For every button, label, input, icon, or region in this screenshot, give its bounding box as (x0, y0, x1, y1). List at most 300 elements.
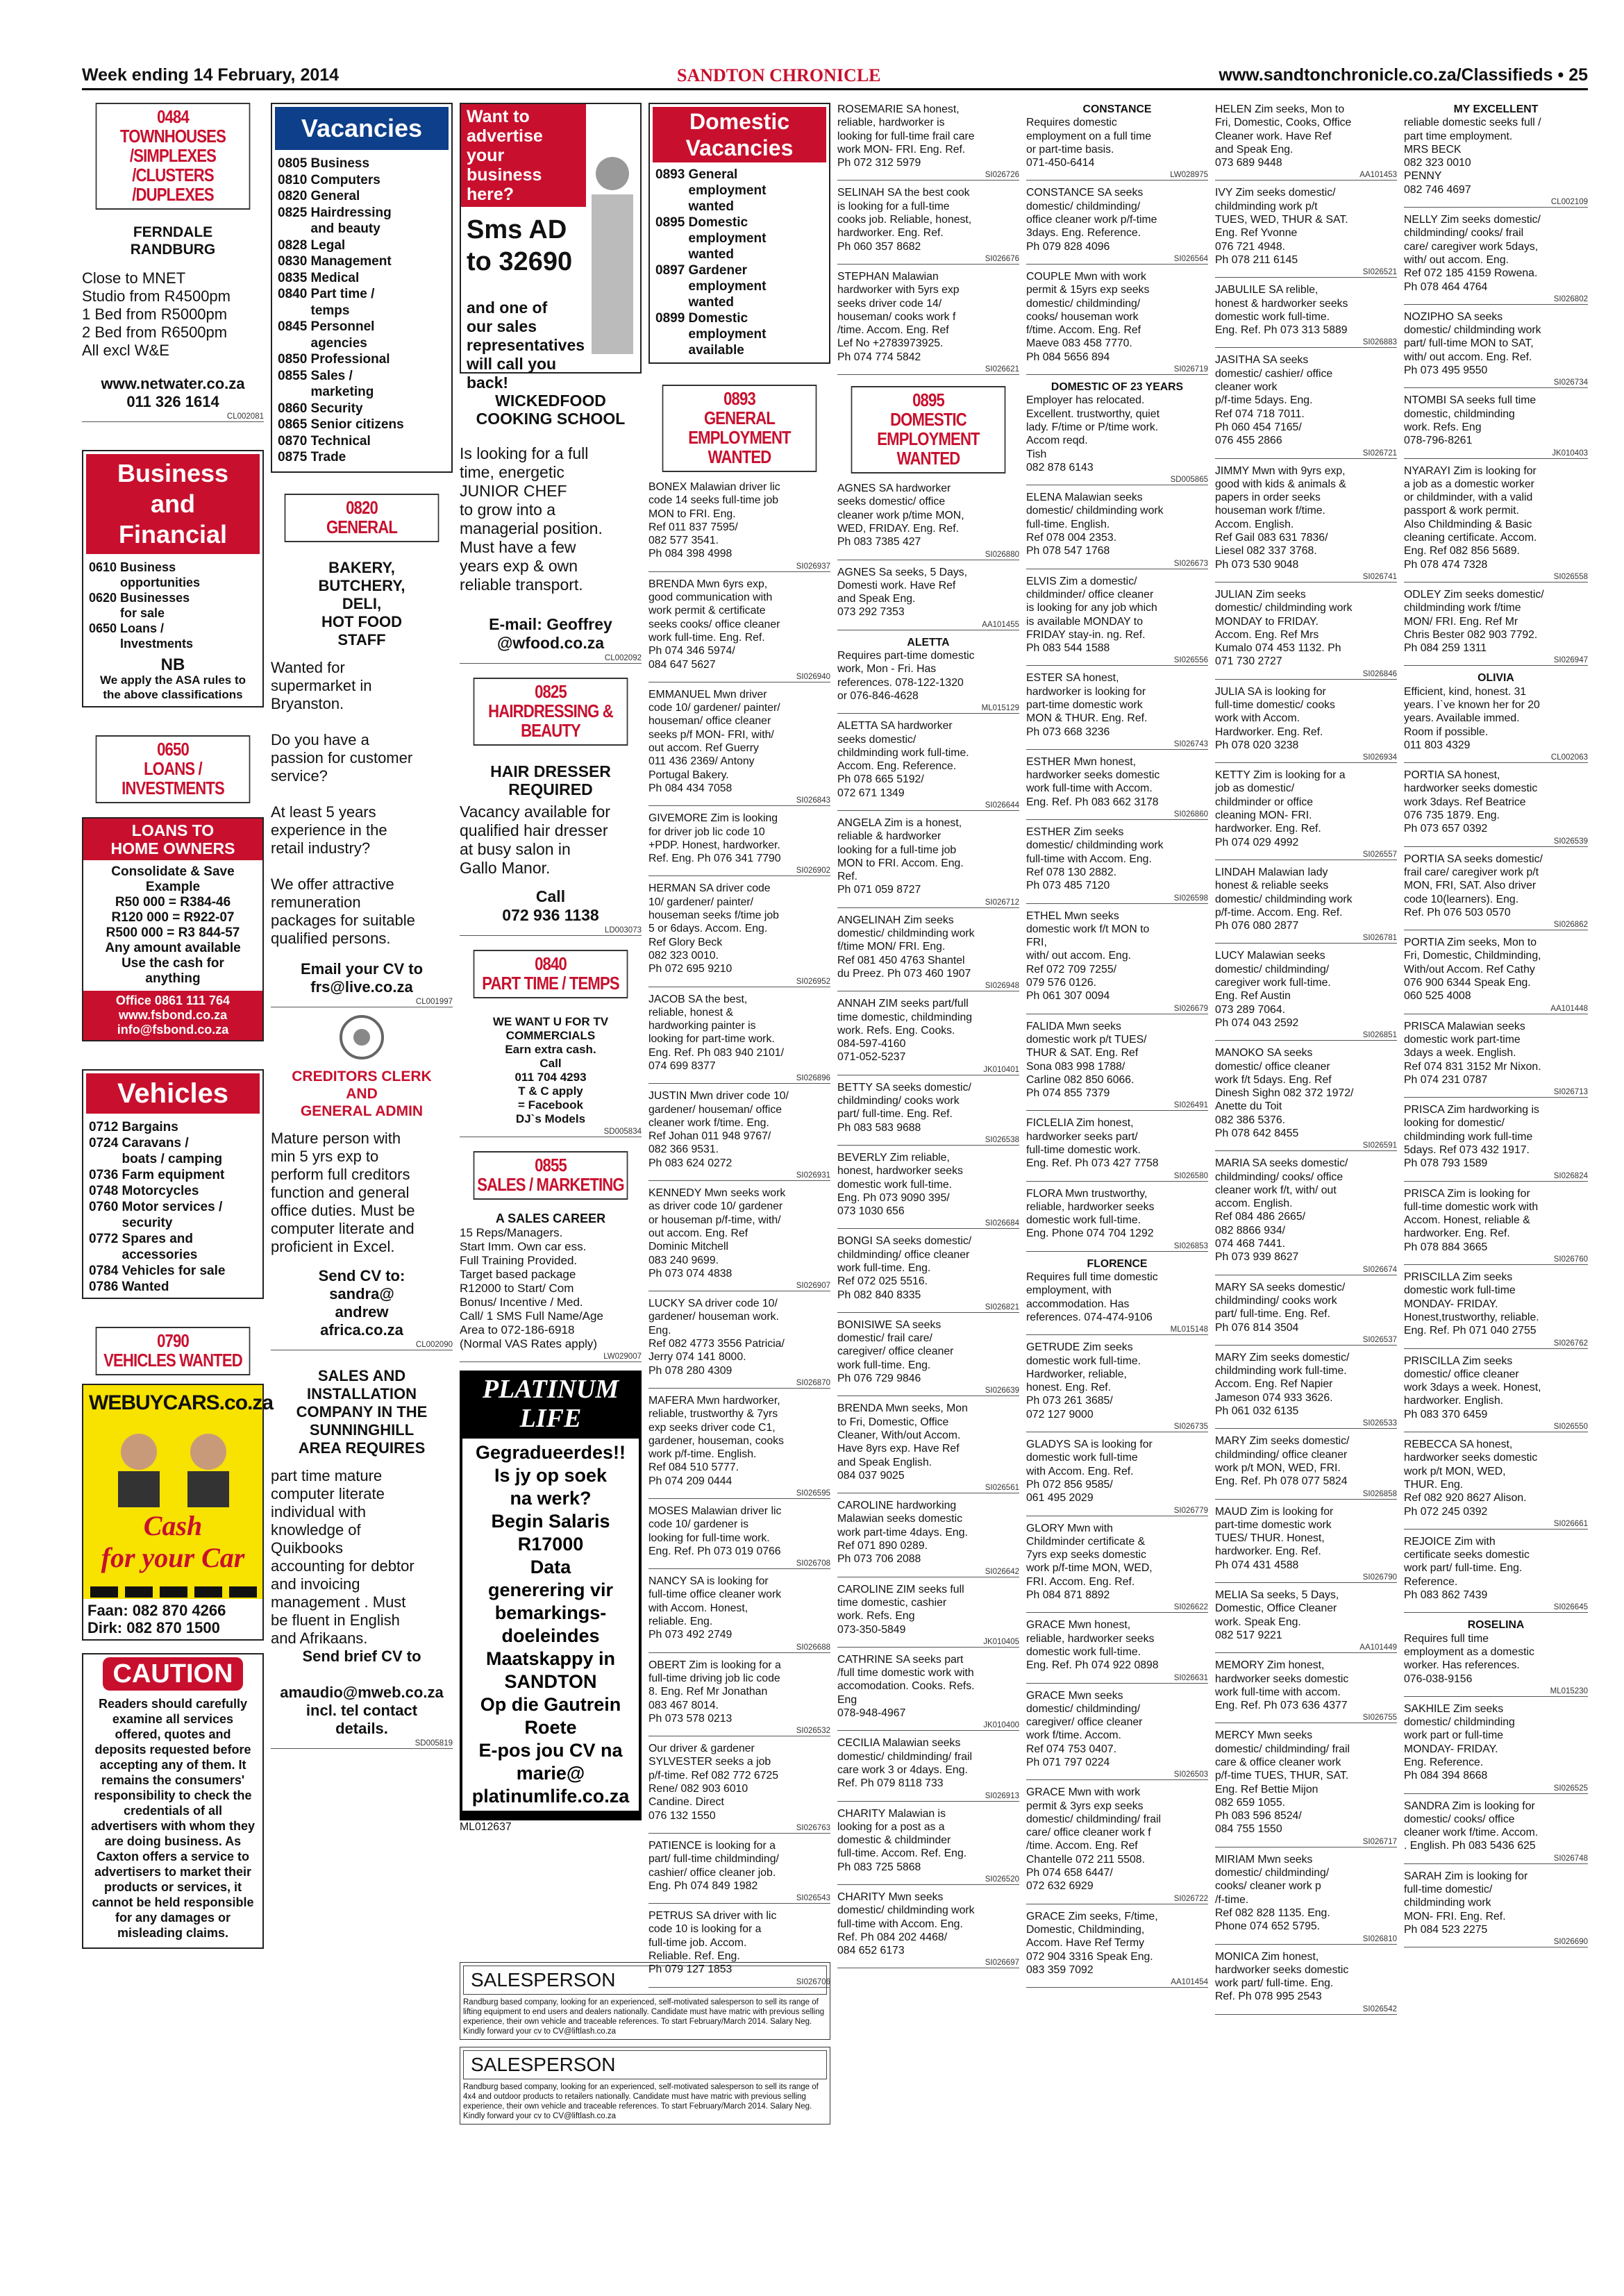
classified-ad (1026, 755, 1208, 820)
classified-ad (1026, 1116, 1208, 1181)
ad-ref: SI026688 (648, 1643, 830, 1653)
ad-text: GIVEMORE Zim is looking for driver job lic code 10 +PDP. Honest, hardworker. Ref. Eng. Ph 076 341 7790 (648, 812, 781, 865)
ad-text: CECILIA Malawian seeks domestic/ childminding/ frail care work 3 or 4days. Eng. Ref. Ph 079 8118 733 (837, 1737, 973, 1790)
classified-ad (837, 1234, 1019, 1312)
salesperson-title: SALESPERSON (463, 2050, 827, 2079)
column-1 (82, 103, 274, 2269)
ad-ref: AA101454 (1026, 1978, 1208, 1988)
ad-text: PRISCA Zim is looking for full-time domestic work with Accom. Honest, reliable & hardworker. Eng. Ref. Ph 078 884 3665 (1404, 1187, 1539, 1253)
classified-ad (1026, 1786, 1208, 1904)
ad-ref: SI026621 (837, 365, 1019, 375)
category-loans: 0650 LOANS / INVESTMENTS (96, 735, 251, 803)
ad-ref: AA101453 (1215, 171, 1397, 181)
ad-text: CHARITY Malawian is looking for a post as a domestic & childminder full-time. Accom. Ref. Eng. Ph 083 725 5868 (837, 1807, 967, 1873)
classified-ad (1404, 1438, 1588, 1530)
ad-ref: SI026870 (648, 1379, 830, 1389)
ad-ref: SI026679 (1026, 1005, 1208, 1014)
classified-ad (648, 1909, 830, 1987)
ad-ref: SI026947 (1404, 656, 1588, 666)
ad-heading: ROSELINA (1467, 1619, 1525, 1632)
ad-text: ESTHER Zim seeks domestic/ childminding work full-time with Accom. Eng. Ref 078 130 2882. Ph 073 485 7120 (1026, 826, 1164, 892)
classified-ad (837, 482, 1019, 560)
vehicles-list: 0712 Bargains 0724 Caravans / boats / camping 0736 Farm equipment 0748 Motorcycles 0760 Motor services / security 0772 Spares and accessories 0784 Vehicles for sale 0786 Wanted (89, 1120, 226, 1295)
ad-text: PRISCILLA Zim seeks domestic/ office cleaner work 3days a week. Honest, hardworker. English. Ph 083 370 6459 (1404, 1355, 1541, 1421)
ad-ref: SI026564 (1026, 255, 1208, 265)
ad-ref: SI026719 (1026, 365, 1208, 375)
classifieds-page (82, 103, 1588, 2269)
ad-heading: SALES AND INSTALLATION COMPANY IN THE SUNNINGHILL AREA REQUIRES (296, 1366, 428, 1457)
classified-ad (1026, 1257, 1208, 1335)
ad-text: JULIA SA is looking for full-time domestic/ cooks work with Accom. Hardworker. Eng. Ref. Ph 078 020 3238 (1215, 685, 1335, 751)
ad-text: FICLELIA Zim honest, hardworker seeks part/ full-time domestic work. Eng. Ref. Ph 073 427 7758 (1026, 1117, 1159, 1170)
ad-ref: ML015230 (1404, 1687, 1588, 1697)
ad-text: NYARAYI Zim is looking for a job as a domestic worker or childminder, with a valid passport & work permit. Also Childminding & Basic cleaning certificate. Accom. Eng. Ref 082 856 5689. Ph 078 474 7328 (1404, 464, 1537, 571)
classified-ad (1026, 1689, 1208, 1781)
ad-text: ELENA Malawian seeks domestic/ childminding work full-time. English. Ref 078 004 2353. Ph 078 547 1768 (1026, 492, 1164, 558)
ad-text: GRACE Mwn with work permit & 3yrs exp seeks domestic/ childminding/ frail care/ office cleaner work f /time. Accom. Eng. Ref Chantelle 072 211 5508. Ph 074 658 6447/ 072 632 6929 (1026, 1786, 1162, 1893)
ad-heading: BAKERY, BUTCHERY, DELI, HOT FOOD STAFF (318, 558, 405, 648)
category-general-employment-wanted: 0893 GENERAL EMPLOYMENT WANTED (662, 385, 817, 472)
ad-text: PRISCA Malawian seeks domestic work part-time 3days a week. English. Ref 074 831 3152 Mr Nixon. Ph 074 231 0787 (1404, 1020, 1541, 1086)
classified-ad (1404, 464, 1588, 583)
classified-ad (837, 997, 1019, 1075)
classified-ad (1026, 1020, 1208, 1112)
salesperson-ad-2 (460, 2047, 830, 2125)
ad-text: SARAH Zim is looking for full-time domestic/ childminding work MON- FRI. Eng. Ref. Ph 084 523 2275 (1404, 1870, 1528, 1936)
ad-text: Our driver & gardener SYLVESTER seeks a job p/f-time. Ref 082 772 6725 Rene/ 082 903 6010 Candine. Direct 076 132 1550 (648, 1743, 779, 1822)
classified-ad (837, 1318, 1019, 1396)
salesperson-body: Randburg based company, looking for an experienced, self-motivated salesperson to sell its range of lifting equipment to end users and dealers nationally. Candidate must have matric with previous selling experience, their own vehicle and traceable references. To start February/March 2014. Salary Neg. Kindly forward your cv to CV@liftlash.co.za (463, 1998, 825, 2036)
ad-ref: SI026907 (648, 1282, 830, 1291)
ad-text: MELIA Sa seeks, 5 Days, Domestic, Office Cleaner work. Speak Eng. 082 517 9221 (1215, 1589, 1339, 1641)
webuycars-ad (82, 1384, 274, 1641)
classified-ad (837, 914, 1019, 991)
ad-ref: SI026674 (1215, 1266, 1397, 1275)
classified-ad (648, 1505, 830, 1569)
salesperson-body: Randburg based company, looking for an experienced, self-motivated salesperson to sell its range of 4x4 and outdoor products to retailers nationally. Candidate must have matric with previous selling experience, their own vehicle and traceable references. To start February/March 2014. Salary Neg. Kindly forward your cv to CV@liftlash.co.za (463, 2083, 819, 2120)
ad-text: MARY Zim seeks domestic/ childminding work full-time. Accom. Eng. Ref Napier Jameson 074 933 3626. Ph 061 032 6135 (1215, 1351, 1350, 1418)
ad-ref: SI026598 (1026, 894, 1208, 904)
classified-ad (1404, 1020, 1588, 1098)
ad-text: reliable domestic seeks full / part time employment. MRS BECK 082 323 0010 PENNY 082 746 4697 (1404, 117, 1541, 196)
ad-text: MAFERA Mwn hardworker, reliable, trustworthy & 7yrs exp seeks driver code C1, gardener, houseman, cooks work p/f-time. English. Ref 084 510 5777. Ph 074 209 0444 (648, 1394, 784, 1487)
ad-ref: SI026880 (837, 551, 1019, 560)
ad-ref: SD005834 (460, 1128, 642, 1137)
classified-ad (1404, 671, 1588, 763)
vehicles-box (82, 1069, 264, 1299)
column-7 (1215, 103, 1397, 2269)
classified-ad (1026, 380, 1208, 485)
classified-ad (1215, 866, 1397, 944)
ad-ref: CL001997 (271, 998, 453, 1007)
classified-ad (648, 578, 830, 682)
person-illustration (578, 146, 640, 354)
ad-text: ODLEY Zim seeks domestic/ childminding work f/time MON/ FRI. Eng. Ref Mr Chris Bester 082 903 7792. Ph 084 259 1311 (1404, 588, 1544, 655)
classified-ad (1026, 186, 1208, 264)
ad-heading: DOMESTIC OF 23 YEARS (1050, 381, 1184, 394)
classified-ad (837, 1583, 1019, 1648)
classified-ad (837, 1807, 1019, 1885)
ad-ref: SI026690 (1404, 1938, 1588, 1947)
ad-text: Efficient, kind, honest. 31 years. I`ve known her for 20 years. Available immed. Room if possible. 011 803 4329 (1404, 685, 1540, 751)
classified-ad (1215, 588, 1397, 680)
nb-text: We apply the ASA rules to the above classifications (99, 673, 246, 702)
ad-contact: Call 072 936 1138 (502, 887, 599, 924)
ad-ref: SI026676 (837, 255, 1019, 265)
ad-text: GLADYS SA is looking for domestic work full-time with Accom. Eng. Ref. Ph 072 856 9585/ 061 495 2029 (1026, 1439, 1153, 1505)
classified-ad (1215, 1281, 1397, 1346)
ad-ref: SI026595 (648, 1489, 830, 1499)
ad-text: BRENDA Mwn 6yrs exp, good communication with work permit & certificate seeks cooks/ office cleaner work full-time. Eng. Ref. Ph 074 346 5974/ 084 647 5627 (648, 578, 780, 671)
col4-ads (648, 480, 830, 1988)
ad-ref: SI026673 (1026, 560, 1208, 569)
classified-ad (1215, 1659, 1397, 1723)
ad-text: GRACE Mwn seeks domestic/ childminding/ caregiver/ office cleaner work f/time. Accom. Ref 074 753 0407. Ph 071 797 0224 (1026, 1689, 1143, 1768)
ad-text: PORTIA Zim seeks, Mon to Fri, Domestic, Childminding, With/out Accom. Ref Cathy 076 900 6344 Speak Eng. 060 525 4008 (1404, 937, 1541, 1003)
ad-text: LUCY Malawian seeks domestic/ childminding/ caregiver work full-time. Eng. Ref Austin 073 289 7064. Ph 074 043 2592 (1215, 950, 1331, 1029)
ad-ref: SI026521 (1215, 268, 1397, 278)
vehicles-title: Vehicles (86, 1073, 260, 1114)
ad-heading: WE WANT U FOR TV COMMERCIALS (492, 1015, 609, 1042)
classified-ad (837, 816, 1019, 908)
classified-ad (648, 1659, 830, 1736)
ad-text: MAUD Zim is looking for part-time domestic work TUES/ THUR. Honest, hardworker. Eng. Ref. Ph 074 431 4588 (1215, 1505, 1334, 1571)
classified-ad (1215, 1589, 1397, 1653)
classified-ad (837, 1499, 1019, 1577)
ad-heading: WICKEDFOOD COOKING SCHOOL (476, 392, 626, 428)
ad-ref: SI026843 (648, 796, 830, 806)
sms-ad-main: Sms AD to 32690 (467, 215, 573, 276)
ad-ref: SI026644 (837, 801, 1019, 811)
classified-ad (1215, 1351, 1397, 1429)
ad-ref: JK010403 (1404, 449, 1588, 459)
ad-text: MERCY Mwn seeks domestic/ childminding/ frail care & office cleaner work p/f-time TUES, THUR, SAT. Eng. Ref Bettie Mijon 082 659 1055. Ph 083 596 8524/ 084 755 1550 (1215, 1729, 1350, 1836)
column-2 (271, 103, 453, 2269)
ad-contact: Send brief CV to amaudio@mweb.co.za incl. tel contact details. (280, 1647, 444, 1737)
classified-ad (1215, 1434, 1397, 1499)
ad-ref: CL002090 (271, 1341, 453, 1350)
ad-text: CONSTANCE SA seeks domestic/ childminding/ office cleaner work p/f-time 3days. Eng. Reference. Ph 079 828 4096 (1026, 187, 1157, 253)
classified-ad (648, 993, 830, 1084)
ad-ref: SI026550 (1404, 1423, 1588, 1432)
ad-ref: SI026532 (648, 1727, 830, 1736)
page-url: www.sandtonchronicle.co.za/Classifieds • 25 (1219, 65, 1588, 85)
ad-text: ANGELA Zim is a honest, reliable & hardworker looking for a full-time job MON to FRI. Accom. Eng. Ref. Ph 071 059 8727 (837, 816, 964, 896)
column-8 (1404, 103, 1588, 2269)
classified-ad (1215, 1505, 1397, 1583)
ad-ref: CL002092 (460, 654, 642, 664)
classified-ad (1404, 1870, 1588, 1947)
ad-body: Wanted for supermarket in Bryanston. Do you have a passion for customer service? At least 5 years experience in the retail industry? We offer attractive remuneration packages for suitable qualified persons. (271, 658, 415, 947)
ad-body: part time mature computer literate individual with knowledge of Quikbooks accounting for debtor and invoicing management . Must be fluent in English and Afrikaans. (271, 1466, 415, 1647)
ad-text: BETTY SA seeks domestic/ childminding/ cooks work part/ full-time. Eng. Ref. Ph 083 583 9688 (837, 1081, 971, 1134)
classified-ad (1215, 1157, 1397, 1275)
ad-ref: SI026802 (1404, 295, 1588, 305)
col6-ads (1026, 103, 1208, 1988)
ad-ref: SI026520 (837, 1875, 1019, 1885)
ad-ref: SI026743 (1026, 740, 1208, 750)
ad-heading: CREDITORS CLERK AND GENERAL ADMIN (292, 1068, 432, 1119)
ad-ref: SI026557 (1215, 850, 1397, 860)
ad-text: IVY Zim seeks domestic/ childminding work p/t TUES, WED, THUR & SAT. Eng. Ref Yvonne 076 721 4948. Ph 078 211 6145 (1215, 187, 1348, 266)
category-hairdressing: 0825 HAIRDRESSING & BEAUTY (474, 678, 628, 746)
ad-text: CAROLINE hardworking Malawian seeks domestic work part-time 4days. Eng. Ref 071 890 0289. Ph 073 706 2088 (837, 1500, 968, 1566)
ad-ref: SI026631 (1026, 1674, 1208, 1684)
ad-text: GLORY Mwn with Childminder certificate & 7yrs exp seeks domestic work p/f-time MON, WED, FRI. Accom. Eng. Ref. Ph 084 871 8892 (1026, 1522, 1153, 1602)
ad-text: BRENDA Mwn seeks, Mon to Fri, Domestic, Office Cleaner, With/out Accom. Have 8yrs exp. Have Ref and Speak English. 084 037 9025 (837, 1402, 968, 1482)
classified-ad (1026, 826, 1208, 903)
ad-text: ALETTA SA hardworker seeks domestic/ childminding work full-time. Accom. Eng. Reference. Ph 078 665 5192/ 072 671 1349 (837, 720, 969, 799)
ad-sales-career (460, 1211, 642, 1362)
ad-ref: SI026539 (1404, 837, 1588, 847)
ad-text: NTOMBI SA seeks full time domestic, childminding work. Refs. Eng 078-796-8261 (1404, 394, 1537, 447)
ad-ref: CL002063 (1404, 753, 1588, 763)
classified-ad (1215, 283, 1397, 348)
classified-ad (837, 103, 1019, 181)
domestic-vacancies-title: Domestic Vacancies (653, 107, 826, 162)
classified-ad (648, 812, 830, 876)
classified-ad (837, 719, 1019, 811)
ad-ref: SI026503 (1026, 1770, 1208, 1780)
classified-ad (1404, 103, 1588, 208)
ad-ref: SI026713 (1404, 1088, 1588, 1098)
webuycars-logo: WEBUYCARS.co.za (89, 1391, 274, 1415)
ad-ref: SI026846 (1215, 670, 1397, 680)
ad-ref: CL002081 (82, 412, 264, 422)
ad-ref: SI026862 (1404, 921, 1588, 930)
ad-ref: LW029007 (460, 1352, 642, 1362)
ad-ref: SI026913 (837, 1792, 1019, 1802)
ad-text: Requires domestic employment on a full time or part-time basis. 071-450-6414 (1026, 117, 1151, 169)
webuycars-phones: Faan: 082 870 4266 Dirk: 082 870 1500 (83, 1599, 262, 1639)
ad-ref: SI026810 (1215, 1935, 1397, 1945)
ad-text: JASITHA SA seeks domestic/ cashier/ office cleaner work p/f-time 5days. Eng. Ref 074 718 7011. Ph 060 454 7165/ 076 455 2866 (1215, 354, 1333, 447)
ad-ref: SI026853 (1026, 1242, 1208, 1252)
classified-ad (1026, 1910, 1208, 1988)
ad-text: GETRUDE Zim seeks domestic work full-time. Hardworker, reliable, honest. Eng. Ref. Ph 073 261 3685/ 072 127 9000 (1026, 1341, 1141, 1421)
nb-label: NB (160, 655, 185, 674)
classified-ad (1215, 769, 1397, 860)
ad-text: LINDAH Malawian lady honest & reliable seeks domestic/ childminding work p/f-time. Accom. Eng. Ref. Ph 076 080 2877 (1215, 866, 1353, 932)
ad-text: JABULILE SA relible, honest & hardworker seeks domestic work full-time. Eng. Ref. Ph 073 313 5889 (1215, 284, 1348, 337)
ad-text: BONISIWE SA seeks domestic/ frail care/ caregiver/ office cleaner work full-time. Eng. Ph 076 729 9846 (837, 1318, 954, 1385)
ad-text: ESTER SA honest, hardworker is looking for part-time domestic work MON & THUR. Eng. Ref. Ph 073 668 3236 (1026, 672, 1148, 738)
ad-contact: www.netwater.co.za 011 326 1614 (101, 375, 245, 410)
classified-ad (837, 1736, 1019, 1801)
classified-ad (648, 1394, 830, 1499)
ad-hair-dresser (460, 762, 642, 936)
classified-ad (1026, 1438, 1208, 1516)
classified-ad (1026, 270, 1208, 375)
ad-body: Earn extra cash. Call 011 704 4293 T & C apply = Facebook DJ`s Models (505, 1043, 596, 1125)
ad-ref: JK010405 (837, 1638, 1019, 1648)
vacancies-box (271, 103, 453, 473)
ad-ref: SI026639 (837, 1386, 1019, 1396)
ad-ref: SI026561 (837, 1484, 1019, 1493)
ad-text: FLORA Mwn trustworthy, reliable, hardworker seeks domestic work full-time. Eng. Phone 074 704 1292 (1026, 1187, 1155, 1240)
col5-ads-top (837, 103, 1019, 375)
ad-text: MONICA Zim honest, hardworker seeks domestic work part/ full-time. Eng. Ref. Ph 078 995 2543 (1215, 1950, 1349, 2003)
ad-text: STEPHAN Malawian hardworker with 5yrs exp seeks driver code 14/ houseman/ cooks work f /time. Accom. Eng. Ref Lef No +2783973925. Ph 074 774 5842 (837, 270, 960, 363)
ad-text: ANGELINAH Zim seeks domestic/ childminding work f/time MON/ FRI. Eng. Ref 081 450 4763 Shantel du Preez. Ph 073 460 1907 (837, 914, 975, 980)
sms-ad-top: Want to advertise your business here? (461, 104, 586, 207)
classified-ad (648, 1839, 830, 1904)
classified-ad (1215, 353, 1397, 458)
domestic-vacancies-list: 0893 General employment wanted 0895 Domestic employment wanted 0897 Gardener employment wanted 0899 Domestic employment available (655, 167, 767, 358)
caution-text: Readers should carefully examine all services offered, quotes and deposits requested before accepting any of them. It remains the consumers' responsibility to check the credentials of all advertisers with whom they are doing business. As Caxton offers a service to advertisers to market their products or services, it cannot be held responsible for any damages or misleading claims. (90, 1697, 256, 1941)
col5-ads (837, 482, 1019, 1968)
ad-text: PRISCILLA Zim seeks domestic work full-time MONDAY- FRIDAY. Honest,trustworthy, reliable. Eng. Ref. Ph 071 040 2755 (1404, 1271, 1539, 1337)
classified-ad (1026, 575, 1208, 667)
ad-ref: SD005819 (271, 1739, 453, 1749)
ad-ref: SI026591 (1215, 1141, 1397, 1151)
category-vehicles-wanted: 0790 VEHICLES WANTED (96, 1327, 251, 1375)
ad-heading: OLIVIA (1477, 672, 1514, 685)
ad-ref: SI026860 (1026, 810, 1208, 820)
classified-ad (1404, 213, 1588, 305)
ad-ref: CL002109 (1404, 198, 1588, 208)
classified-ad (1404, 1618, 1588, 1696)
ad-ref: SI026721 (1215, 449, 1397, 459)
ad-ref: SI026537 (1215, 1336, 1397, 1346)
ad-ref: SI026712 (837, 898, 1019, 908)
ad-ref: SD005865 (1026, 476, 1208, 485)
classified-ad (648, 882, 830, 987)
ad-text: FALIDA Mwn seeks domestic work p/t TUES/ THUR & SAT. Eng. Ref Sona 083 998 1788/ Carline 082 850 6066. Ph 074 855 7379 (1026, 1020, 1147, 1100)
ad-text: GRACE Zim seeks, F/time, Domestic, Childminding, Accom. Have Ref Termy 072 904 3316 Speak Eng. 083 359 7092 (1026, 1910, 1158, 1976)
ad-body: Close to MNET Studio from R4500pm 1 Bed from R5000pm 2 Bed from R6500pm All excl W&E (82, 269, 231, 359)
ad-ref: LW028975 (1026, 171, 1208, 181)
ad-heading: HAIR DRESSER REQUIRED (490, 762, 611, 798)
ad-heading: FLORENCE (1087, 1257, 1148, 1270)
column-6 (1026, 103, 1208, 2269)
sms-ad-bottom: and one of our sales representatives will call you back! (467, 299, 585, 392)
classified-ad (648, 1297, 830, 1389)
ad-ref: AA101455 (837, 621, 1019, 630)
ad-ref: SI026542 (1215, 2005, 1397, 2015)
ad-ferndale (82, 224, 264, 422)
ad-ref: ML012637 (460, 1821, 512, 1833)
ad-text: ETHEL Mwn seeks domestic work f/t MON to FRI, with/ out accom. Eng. Ref 072 709 7255/ 079 576 0126. Ph 061 307 0094 (1026, 910, 1150, 1003)
ad-ref: JK010400 (837, 1721, 1019, 1731)
col7-ads (1215, 103, 1397, 2015)
classified-ad (1215, 1729, 1397, 1847)
ad-ref: SI026748 (1404, 1854, 1588, 1864)
category-part-time: 0840 PART TIME / TEMPS (474, 950, 628, 998)
ad-text: PRISCA Zim hardworking is looking for domestic/ childminding work full-time 5days. Ref 073 432 1917. Ph 078 793 1589 (1404, 1104, 1539, 1170)
classified-ad (1404, 1702, 1588, 1794)
ad-text: KETTY Zim is looking for a job as domestic/ childminder or office cleaning MON- FRI. hardworker. Eng. Ref. Ph 074 029 4992 (1215, 769, 1346, 848)
ad-text: CHARITY Mwn seeks domestic/ childminding work full-time with Accom. Eng. Ref. Ph 084 202 4468/ 084 652 6173 (837, 1891, 975, 1957)
ad-text: SANDRA Zim is looking for domestic/ cooks/ office cleaner work f/time. Accom. . English. Ph 083 5436 625 (1404, 1800, 1539, 1852)
ad-ref: SI026556 (1026, 656, 1208, 666)
ad-text: ELVIS Zim a domestic/ childminder/ office cleaner is looking for any job which is available MONDAY to FRIDAY stay-in. ng. Ref. Ph 083 544 1588 (1026, 575, 1157, 655)
platinum-life-logo: PLATINUM LIFE (482, 1375, 619, 1433)
ad-ref: SI026952 (648, 978, 830, 987)
salesperson-title: SALESPERSON (463, 1966, 827, 1995)
publication-name: SANDTON CHRONICLE (676, 65, 881, 85)
ad-text: MEMORY Zim honest, hardworker seeks domestic work full-time with accom. Eng. Ref. Ph 073 636 4377 (1215, 1659, 1349, 1712)
classified-ad (837, 1081, 1019, 1146)
ad-ref: SI026734 (1404, 378, 1588, 388)
classified-ad (1404, 936, 1588, 1014)
ad-ref: SI026735 (1026, 1423, 1208, 1432)
ad-ref: SI026722 (1026, 1895, 1208, 1904)
category-townhouses: 0484 TOWNHOUSES /SIMPLEXES /CLUSTERS /DUPLEXES (96, 103, 251, 210)
ad-ref: SI026790 (1215, 1573, 1397, 1583)
ad-text: JUSTIN Mwn driver code 10/ gardener/ houseman/ office cleaner work f/time. Eng. Ref Johan 011 948 9767/ 082 366 9531. Ph 083 624 0272 (648, 1090, 789, 1169)
classified-ad (1026, 1618, 1208, 1683)
ad-ref: SI026858 (1215, 1490, 1397, 1500)
ad-text: AGNES Sa seeks, 5 Days, Domesti work. Have Ref and Speak Eng. 073 292 7353 (837, 566, 968, 619)
loans-title: LOANS TO HOME OWNERS (83, 819, 262, 860)
ad-heading: CONSTANCE (1082, 103, 1152, 115)
ad-text: Requires part-time domestic work, Mon - Fri. Has references. 078-122-1320 or 076-846-4628 (837, 650, 975, 702)
ad-heading: FERNDALE RANDBURG (130, 224, 216, 258)
ad-text: HELEN Zim seeks, Mon to Fri, Domestic, Cooks, Office Cleaner work. Have Ref and Speak Eng. 073 689 9448 (1215, 103, 1352, 169)
business-financial-title: Business and Financial (86, 454, 260, 554)
ad-text: Requires full time employment as a domestic worker. Has references. 076-038-9156 (1404, 1632, 1534, 1685)
ad-tv-commercials (460, 1015, 642, 1137)
ad-text: BONGI SA seeks domestic/ childminding/ office cleaner work full-time. Eng. Ref 072 025 5516. Ph 082 840 8335 (837, 1235, 972, 1301)
vacancies-list: 0805 Business 0810 Computers 0820 General 0825 Hairdressing and beauty 0828 Legal 0830 Management 0835 Medical 0840 Part time / temps 0845 Personnel agencies 0850 Professional 0855 Sales / marketing 0860 Security 0865 Senior citizens 0870 Technical 0875 Trade (278, 156, 404, 464)
ad-ref: SI026762 (1404, 1339, 1588, 1349)
ad-ref: SI026896 (648, 1074, 830, 1084)
ad-text: MANOKO SA seeks domestic/ office cleaner work f/t 5days. Eng. Ref Dinesh Sighn 082 372 1972/ Anette du Toit 082 386 5376. Ph 078 642 8455 (1215, 1047, 1354, 1139)
ad-text: JIMMY Mwn with 9yrs exp, good with kids & animals & papers in order seeks houseman work f/time. Accom. English. Ref Gail 083 631 7836/ Liesel 082 337 3768. Ph 073 530 9048 (1215, 464, 1346, 571)
ad-ref: SI026883 (1215, 338, 1397, 348)
ad-ref: SI026760 (1404, 1255, 1588, 1265)
ad-text: NANCY SA is looking for full-time office cleaner work with Accom. Honest, reliable. Eng. Ph 073 492 2749 (648, 1575, 782, 1641)
ad-heading: A SALES CAREER (495, 1212, 606, 1225)
classified-ad (1215, 1853, 1397, 1945)
ad-ref: ML015148 (1026, 1325, 1208, 1335)
ad-body: Mature person with min 5 yrs exp to perform full creditors function and general office duties. Must be computer literate and proficient in Excel. (271, 1129, 415, 1255)
ad-text: SELINAH SA the best cook is looking for a full-time cooks job. Reliable, honest, hardworker. Eng. Ref. Ph 060 357 8682 (837, 187, 972, 253)
ad-ref: SI026717 (1215, 1838, 1397, 1847)
ad-text: ROSEMARIE SA honest, reliable, hardworker is looking for full-time frail care work MON- FRI. Eng. Ref. Ph 072 312 5979 (837, 103, 975, 169)
classified-ad (1026, 1341, 1208, 1432)
classified-ad (1404, 1271, 1588, 1348)
ad-body: Is looking for a full time, energetic JUNIOR CHEF to grow into a managerial position. Must have a few years exp & own reliable transport. (460, 444, 603, 594)
ad-text: CAROLINE ZIM seeks full time domestic, cashier work. Refs. Eng 073-350-5849 (837, 1583, 964, 1636)
ad-ref: SI026533 (1215, 1419, 1397, 1429)
ad-ref: SI026902 (648, 866, 830, 876)
classified-ad (1215, 685, 1397, 763)
ad-text: AGNES SA hardworker seeks domestic/ office cleaner work p/time MON, WED, FRIDAY. Eng. Ref. Ph 083 7385 427 (837, 483, 964, 548)
classified-ad (1215, 1950, 1397, 2015)
ad-text: LUCKY SA driver code 10/ gardener/ houseman work. Eng. Ref 082 4773 3556 Patricia/ Jerry 074 141 8000. Ph 078 280 4309 (648, 1298, 785, 1377)
ad-text: REBECCA SA honest, hardworker seeks domestic work p/t MON, WED, THUR. Eng. Ref 082 920 8627 Alison. Ph 072 245 0392 (1404, 1439, 1538, 1518)
ad-heading: MY EXCELLENT (1453, 103, 1539, 115)
ad-text: BONEX Malawian driver lic code 14 seeks full-time job MON to FRI. Eng. Ref 011 837 7595/ 082 577 3541. Ph 084 398 4998 (648, 481, 780, 560)
column-5 (837, 103, 1019, 2269)
ad-contact: E-mail: Geoffrey @wfood.co.za (489, 615, 612, 652)
ad-text: Requires full time domestic employment, with accommodation. Has references. 074-474-9106 (1026, 1271, 1158, 1323)
ad-text: JACOB SA the best, reliable, honest & hardworking painter is looking for part-time work. Eng. Ref. Ph 083 940 2101/ 074 699 8377 (648, 993, 784, 1072)
classified-ad (648, 688, 830, 806)
classified-ad (648, 1187, 830, 1291)
ad-text: BEVERLY Zim reliable, honest, hardworker seeks domestic work full-time. Eng. Ph 073 9090 395/ 073 1030 656 (837, 1151, 963, 1218)
classified-ad (1026, 671, 1208, 749)
ad-text: NOZIPHO SA seeks domestic/ childminding work part/ full-time MON to SAT, with/ out accom. Eng. Ref. Ph 073 495 9550 (1404, 310, 1541, 377)
platinum-life-body: Gegradueerdes!! Is jy op soek na werk? Begin Salaris R17000 Data generering vir bemarkings- doeleindes Maatskappy in SANDTON Op die Gautrein Roete E-pos jou CV na marie@ platinumlife.co.za (462, 1439, 639, 1811)
ad-text: KENNEDY Mwn seeks work as driver code 10/ gardener or houseman p/f-time, with/ out accom. Eng. Ref Dominic Mitchell 083 240 9699. Ph 073 074 4838 (648, 1187, 786, 1280)
classified-ad (1215, 464, 1397, 583)
ad-text: MOSES Malawian driver lic code 10/ gardener is looking for full-time work. Eng. Ref. Ph 073 019 0766 (648, 1505, 782, 1557)
classified-ad (1026, 1522, 1208, 1614)
column-3 (460, 103, 642, 2269)
